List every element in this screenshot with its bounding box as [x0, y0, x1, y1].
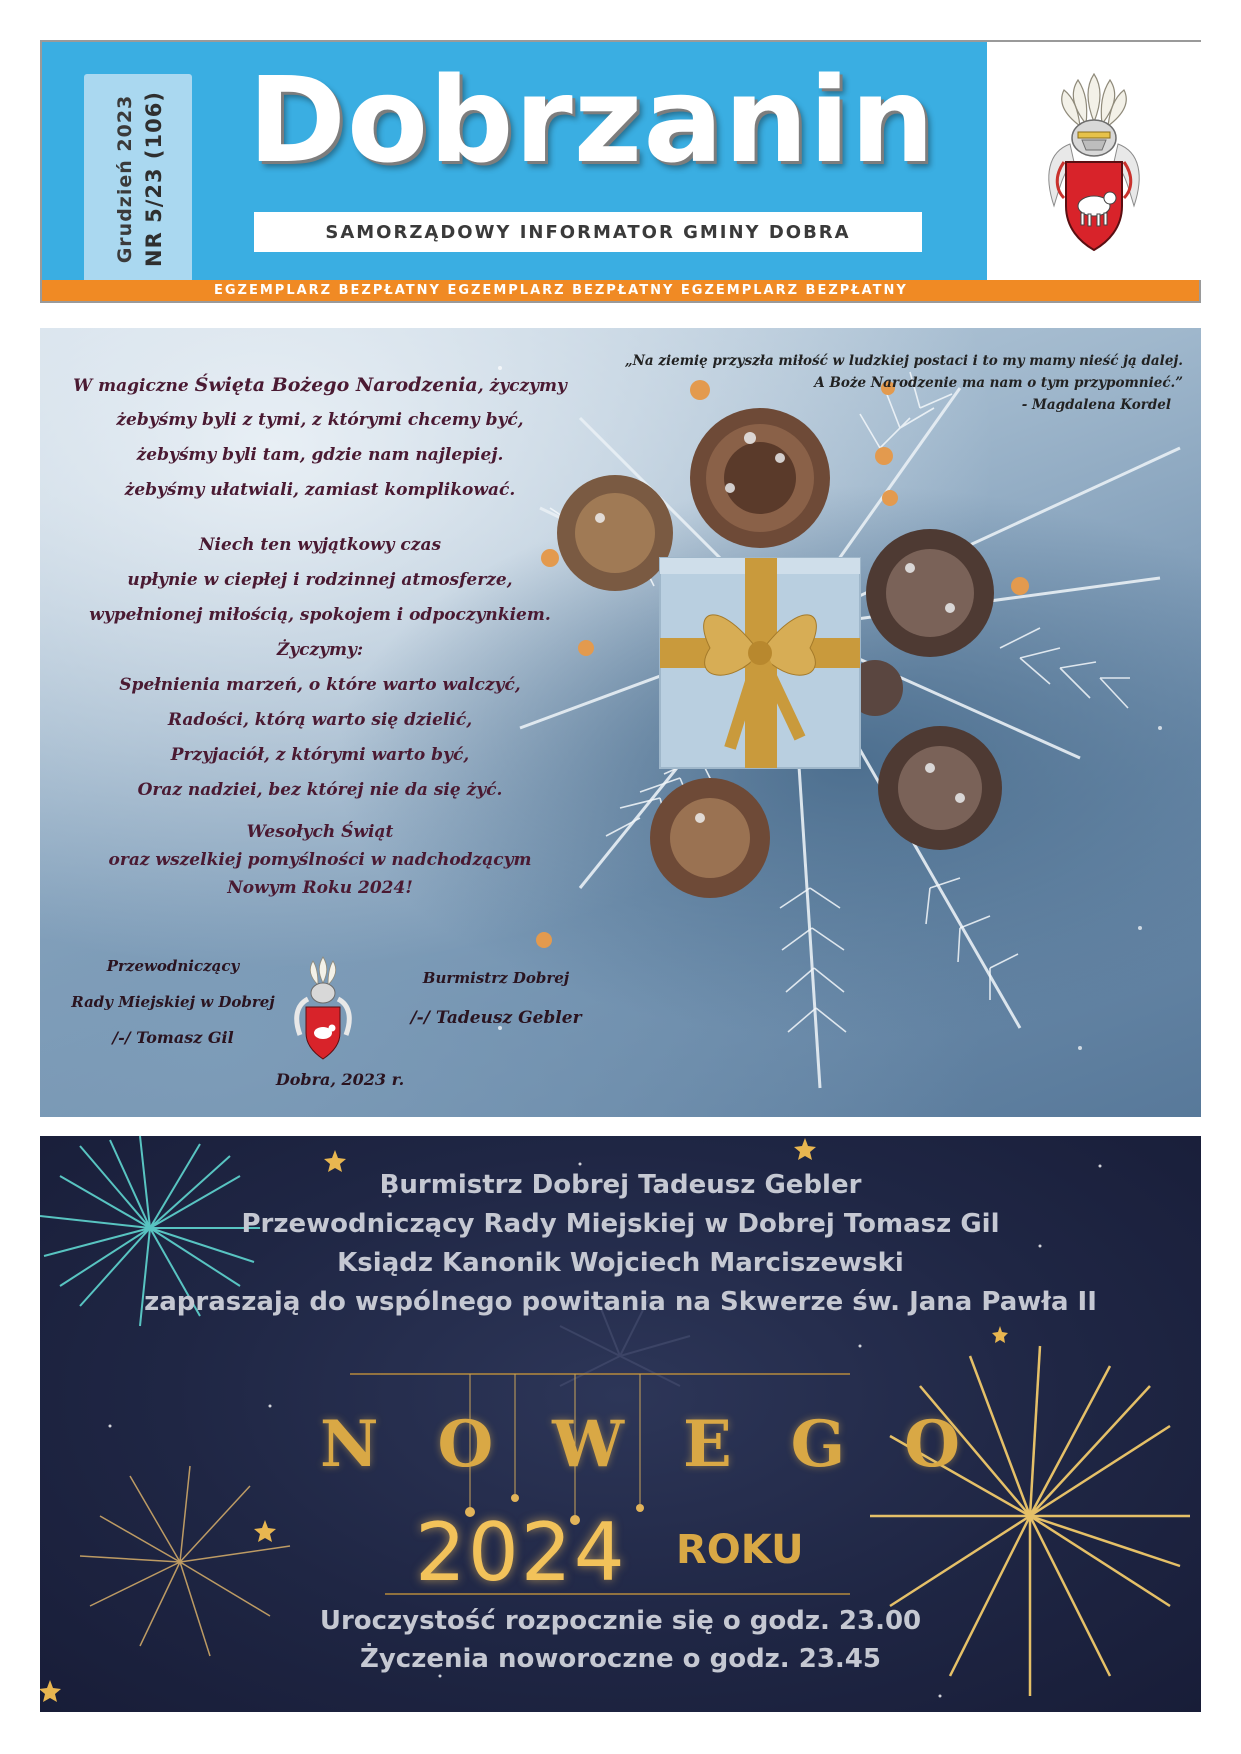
event-times	[40, 1602, 1201, 1678]
greeting-line: Wesołych Świąt	[246, 822, 394, 842]
greeting-line	[60, 368, 580, 403]
masthead	[40, 40, 1201, 303]
greeting-line: wypełnionej miłością, spokojem i odpoczynkiem.	[89, 605, 551, 625]
heading-letter: N	[320, 1406, 379, 1482]
place-date: Dobra, 2023 r.	[275, 1070, 405, 1089]
signature-title: Rady Miejskiej w Dobrej	[71, 993, 275, 1011]
greeting-line: żebyśmy byli tam, gdzie nam najlepiej.	[136, 445, 504, 465]
new-year-invitation-panel	[40, 1136, 1201, 1712]
quote-line: A Boże Narodzenie ma nam o tym przypomnieć.”	[814, 375, 1183, 391]
invitation-line: zapraszają do wspólnego powitania na Skwerze św. Jana Pawła II	[144, 1287, 1097, 1317]
signature-title: Przewodniczący	[106, 957, 240, 975]
small-coat-of-arms-icon	[288, 953, 358, 1063]
issue-number: NR 5/23 (106)	[142, 91, 166, 267]
heading-letter: O	[437, 1406, 494, 1482]
free-copy-strip: EGZEMPLARZ BEZPŁATNY EGZEMPLARZ BEZPŁATNY EGZEMPLARZ BEZPŁATNY	[42, 280, 1199, 301]
greeting-suffix: , życzymy	[477, 376, 567, 396]
greeting-line: Spełnienia marzeń, o które warto walczyć,	[119, 675, 521, 695]
greeting-prefix: W magiczne	[73, 376, 195, 396]
masthead-blue-band	[42, 42, 987, 280]
greeting-line: Przyjaciół, z którymi warto być,	[170, 745, 470, 765]
christmas-greetings-panel	[40, 328, 1201, 1117]
issue-info-box	[84, 74, 192, 284]
roku-label: ROKU	[676, 1527, 804, 1573]
greeting-line: oraz wszelkiej pomyślności w nadchodzącym	[108, 850, 532, 870]
year-2024: 2024	[415, 1506, 627, 1599]
heading-letter: O	[904, 1406, 960, 1482]
greeting-line: Radości, którą warto się dzielić,	[167, 710, 473, 730]
nowego-heading	[320, 1404, 960, 1484]
invitation-line: Przewodniczący Rady Miejskiej w Dobrej Tomasz Gil	[241, 1209, 1000, 1239]
signature-name: /-/ Tomasz Gil	[112, 1028, 234, 1047]
christmas-greeting	[60, 368, 580, 902]
event-time-line: Uroczystość rozpocznie się o godz. 23.00	[319, 1606, 922, 1636]
masthead-crest	[987, 42, 1201, 280]
issue-month-year: Grudzień 2023	[114, 94, 136, 264]
event-time-line: Życzenia noworoczne o godz. 23.45	[360, 1644, 881, 1674]
heading-letter: W	[552, 1406, 624, 1482]
greeting-line: Nowym Roku 2024!	[227, 878, 413, 898]
signature-mayor	[396, 958, 596, 1038]
greeting-line: żebyśmy byli z tymi, z którymi chcemy być,	[116, 410, 524, 430]
quote-line: „Na ziemię przyszła miłość w ludzkiej postaci i to my mamy nieść ją dalej.	[624, 353, 1183, 369]
heading-letter: E	[682, 1406, 732, 1482]
invitation-line: Ksiądz Kanonik Wojciech Marciszewski	[337, 1248, 904, 1278]
coat-of-arms-icon	[1034, 66, 1154, 256]
issue-info	[86, 74, 194, 284]
kordel-quote	[583, 350, 1183, 416]
greeting-line: Oraz nadziei, bez której nie da się żyć.	[137, 780, 503, 800]
quote-author: - Magdalena Kordel	[1021, 397, 1171, 413]
greeting-line: Życzymy:	[276, 640, 364, 660]
signature-title: Burmistrz Dobrej	[422, 969, 570, 987]
newsletter-title: Dobrzanin	[248, 51, 936, 189]
greeting-line: upłynie w ciepłej i rodzinnej atmosferze,	[127, 570, 513, 590]
greeting-line: Niech ten wyjątkowy czas	[198, 535, 442, 555]
heading-letter: G	[790, 1406, 846, 1482]
greeting-line: żebyśmy ułatwiali, zamiast komplikować.	[124, 480, 516, 500]
invitation-line: Burmistrz Dobrej Tadeusz Gebler	[379, 1170, 862, 1200]
newsletter-subtitle: SAMORZĄDOWY INFORMATOR GMINY DOBRA	[254, 212, 922, 252]
signature-name: /-/ Tadeusz Gebler	[410, 1008, 582, 1028]
invitation-text	[40, 1166, 1201, 1322]
greeting-highlight: Święta Bożego Narodzenia	[194, 374, 478, 396]
signature-council-chair	[48, 948, 298, 1056]
